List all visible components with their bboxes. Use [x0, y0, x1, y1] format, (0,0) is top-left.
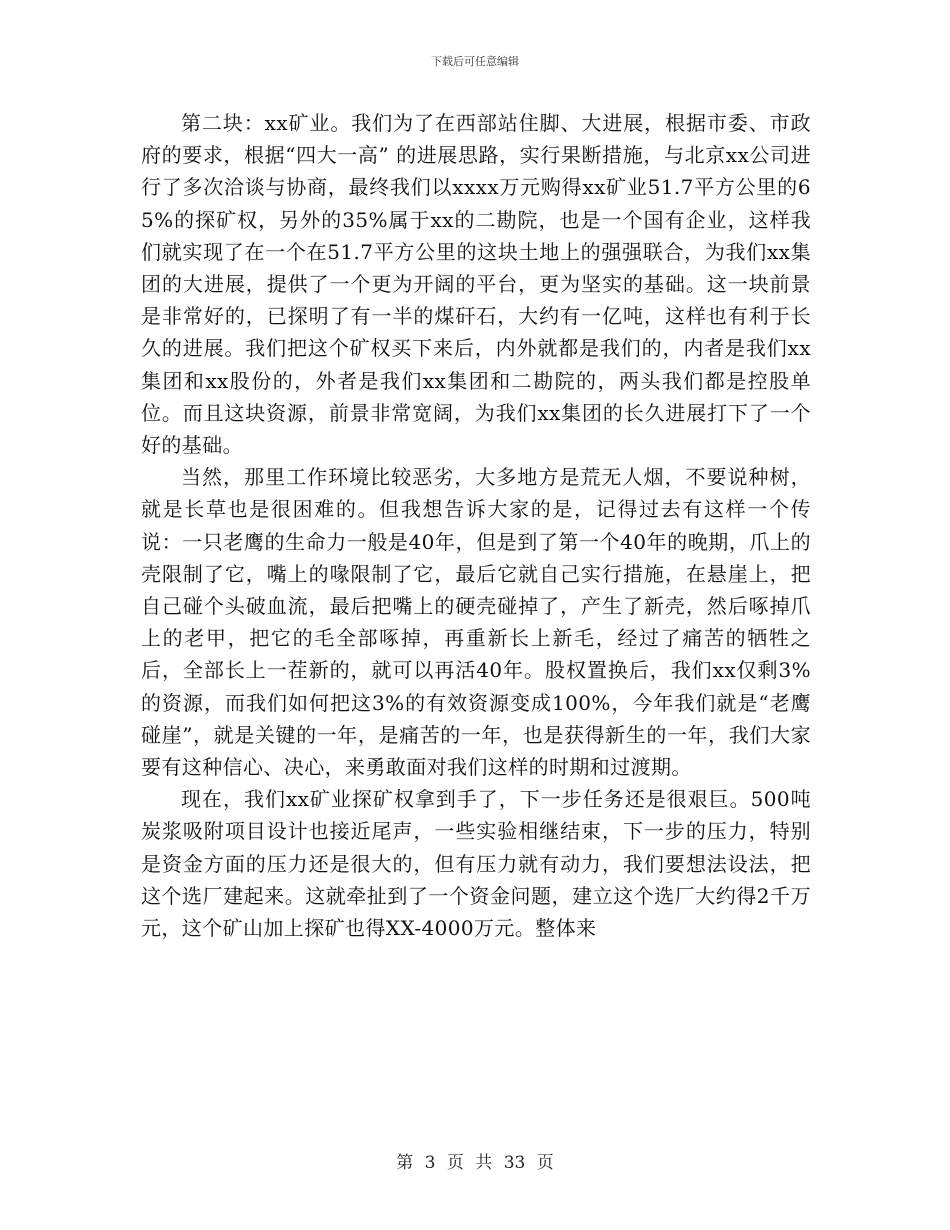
document-body [141, 107, 811, 944]
paragraph-2: 当然，那里工作环境比较恶劣，大多地方是荒无人烟，不要说种树，就是长草也是很困难的。但我想告诉大家的是，记得过去有这样一个传说：一只老鹰的生命力一般是40年，但是到了第一个40年的晚期，爪上的壳限制了它，嘴上的喙限制了它，最后它就自己实行措施，在悬崖上，把自己碰个头破血流，最后把嘴上的硬壳碰掉了，产生了新壳，然后啄掉爪上的老甲，把它的毛全部啄掉，再重新长上新毛，经过了痛苦的牺牲之后，全部长上一茬新的，就可以再活40年。股权置换后，我们xx仅剩3%的资源，而我们如何把这3%的有效资源变成100%，今年我们就是“老鹰碰崖”，就是关键的一年，是痛苦的一年，也是获得新生的一年，我们大家要有这种信心、决心，来勇敢面对我们这样的时期和过渡期。 [141, 465, 811, 780]
page-header: 下载后可任意编辑 [431, 55, 519, 68]
paragraph-3: 现在，我们xx矿业探矿权拿到手了，下一步任务还是很艰巨。500吨炭浆吸附项目设计也接近尾声，一些实验相继结束，下一步的压力，特别是资金方面的压力还是很大的，但有压力就有动力，我们要想法设法，把这个选厂建起来。这就牵扯到了一个资金问题，建立这个选厂大约得2千万元，这个矿山加上探矿也得XX-4000万元。整体来 [141, 787, 811, 941]
page-footer: 第 3 页 共 33 页 [396, 1153, 554, 1173]
paragraph-1: 第二块：xx矿业。我们为了在西部站住脚、大进展，根据市委、市政府的要求，根据“四大一高” 的进展思路，实行果断措施，与北京xx公司进行了多次洽谈与协商，最终我们以xxxx万元购得xx矿业51.7平方公里的65%的探矿权，另外的35%属于xx的二勘院，也是一个国有企业，这样我们就实现了在一个在51.7平方公里的这块土地上的强强联合，为我们xx集团的大进展，提供了一个更为开阔的平台，更为坚实的基础。这一块前景是非常好的，已探明了有一半的煤矸石，大约有一亿吨，这样也有利于长久的进展。我们把这个矿权买下来后，内外就都是我们的，内者是我们xx集团和xx股份的，外者是我们xx集团和二勘院的，两头我们都是控股单位。而且这块资源，前景非常宽阔，为我们xx集团的长久进展打下了一个好的基础。 [141, 111, 811, 458]
